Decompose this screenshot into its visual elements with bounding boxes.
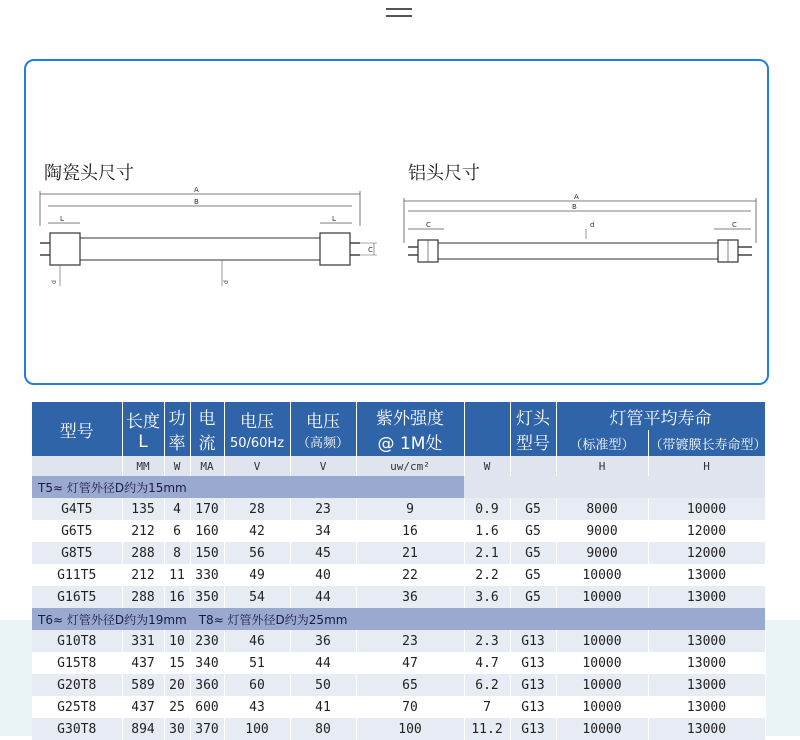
section-t5: T5≈ 灯管外径D约为15mm: [32, 476, 765, 498]
table-cell: 40: [290, 564, 356, 586]
table-cell: 56: [224, 542, 290, 564]
table-cell: 589: [122, 674, 164, 696]
dim-b-label: B: [194, 198, 199, 206]
table-cell: 4.7: [464, 652, 510, 674]
table-cell: 11: [164, 564, 190, 586]
ceramic-lamp-drawing: [32, 186, 382, 291]
table-cell: 50: [290, 674, 356, 696]
table-cell: 13000: [648, 652, 765, 674]
spec-table: [32, 402, 765, 740]
table-cell: 23: [356, 630, 464, 652]
table-row: [32, 542, 765, 564]
table-cell: G15T8: [32, 652, 122, 674]
table-cell: 49: [224, 564, 290, 586]
table-cell: G8T5: [32, 542, 122, 564]
table-cell: G5: [510, 586, 556, 608]
table-cell: 13000: [648, 674, 765, 696]
table-row: [32, 630, 765, 652]
aluminum-lamp-drawing: [396, 191, 771, 281]
table-cell: 7: [464, 696, 510, 718]
table-cell: 47: [356, 652, 464, 674]
table-cell: 20: [164, 674, 190, 696]
table-cell: 30: [164, 718, 190, 740]
header-uv-intensity: 紫外强度 @ 1M处: [356, 402, 464, 456]
table-row: [32, 652, 765, 674]
table-cell: 60: [224, 674, 290, 696]
t5-rows: [32, 498, 765, 608]
table-cell: 11.2: [464, 718, 510, 740]
table-cell: G13: [510, 630, 556, 652]
table-cell: 100: [356, 718, 464, 740]
table-cell: 36: [290, 630, 356, 652]
table-cell: 288: [122, 586, 164, 608]
dim-a-label: A: [194, 186, 199, 194]
dim-l-right-label: L: [332, 215, 336, 223]
table-cell: G13: [510, 718, 556, 740]
table-cell: 9000: [556, 542, 648, 564]
dim-c-left-label: C: [426, 221, 431, 229]
dim-a-label-right: A: [574, 193, 579, 201]
table-cell: G6T5: [32, 520, 122, 542]
table-cell: 34: [290, 520, 356, 542]
table-cell: 350: [190, 586, 224, 608]
table-cell: 135: [122, 498, 164, 520]
ceramic-base-title: 陶瓷头尺寸: [44, 163, 134, 184]
dim-b-label-right: B: [572, 203, 577, 211]
aluminum-base-title: 铝头尺寸: [408, 163, 480, 184]
table-cell: 0.9: [464, 498, 510, 520]
table-cell: 13000: [648, 696, 765, 718]
table-cell: 212: [122, 520, 164, 542]
table-cell: 42: [224, 520, 290, 542]
table-cell: G5: [510, 542, 556, 564]
table-cell: 160: [190, 520, 224, 542]
table-cell: 370: [190, 718, 224, 740]
table-cell: 3.6: [464, 586, 510, 608]
units-row: MM W MA V V uw/cm² W H H: [32, 456, 765, 476]
table-cell: 6.2: [464, 674, 510, 696]
table-cell: 16: [356, 520, 464, 542]
table-cell: 10000: [556, 630, 648, 652]
table-cell: 15: [164, 652, 190, 674]
table-cell: 10000: [556, 696, 648, 718]
table-cell: G13: [510, 674, 556, 696]
dim-d-left-label: d: [51, 280, 58, 284]
table-row: [32, 586, 765, 608]
table-cell: 170: [190, 498, 224, 520]
table-cell: 13000: [648, 564, 765, 586]
table-cell: G30T8: [32, 718, 122, 740]
table-cell: G25T8: [32, 696, 122, 718]
table-cell: 2.1: [464, 542, 510, 564]
header-life-coated: （带镀膜长寿命型）: [648, 430, 765, 456]
menu-lines-icon[interactable]: [386, 8, 412, 22]
table-cell: G16T5: [32, 586, 122, 608]
table-cell: 23: [290, 498, 356, 520]
table-cell: 10000: [556, 564, 648, 586]
table-cell: 13000: [648, 586, 765, 608]
table-cell: 80: [290, 718, 356, 740]
dim-d-label-right: d: [590, 221, 595, 229]
section-t6-t8: T6≈ 灯管外径D约为19mm T8≈ 灯管外径D约为25mm: [32, 608, 765, 630]
table-cell: 8000: [556, 498, 648, 520]
table-cell: 331: [122, 630, 164, 652]
table-row: [32, 674, 765, 696]
table-cell: G13: [510, 652, 556, 674]
header-length: 长度 L: [122, 402, 164, 456]
table-cell: G20T8: [32, 674, 122, 696]
table-row: [32, 696, 765, 718]
dim-c-right-label: C: [732, 221, 737, 229]
table-cell: 8: [164, 542, 190, 564]
table-cell: 51: [224, 652, 290, 674]
table-cell: 894: [122, 718, 164, 740]
table-cell: 360: [190, 674, 224, 696]
header-current: 电 流: [190, 402, 224, 456]
table-cell: 230: [190, 630, 224, 652]
table-cell: 12000: [648, 520, 765, 542]
header-life-standard: （标准型）: [556, 430, 648, 456]
table-cell: 22: [356, 564, 464, 586]
table-cell: 12000: [648, 542, 765, 564]
dimension-panel: [24, 59, 769, 385]
table-cell: 44: [290, 586, 356, 608]
table-cell: G5: [510, 520, 556, 542]
header-voltage-hf: 电压 （高频）: [290, 402, 356, 456]
header-model: 型号: [32, 402, 122, 456]
table-cell: 10000: [648, 498, 765, 520]
table-cell: 65: [356, 674, 464, 696]
table-cell: G13: [510, 696, 556, 718]
table-cell: 340: [190, 652, 224, 674]
table-cell: 10: [164, 630, 190, 652]
table-cell: 10000: [556, 718, 648, 740]
table-cell: 1.6: [464, 520, 510, 542]
table-cell: 2.3: [464, 630, 510, 652]
table-cell: 100: [224, 718, 290, 740]
table-cell: G5: [510, 564, 556, 586]
header-life: 灯管平均寿命: [556, 402, 765, 430]
table-cell: 70: [356, 696, 464, 718]
table-cell: 54: [224, 586, 290, 608]
table-cell: 10000: [556, 586, 648, 608]
table-cell: 2.2: [464, 564, 510, 586]
table-cell: 10000: [556, 652, 648, 674]
table-cell: 150: [190, 542, 224, 564]
header-power: 功 率: [164, 402, 190, 456]
table-row: [32, 718, 765, 740]
table-cell: 9: [356, 498, 464, 520]
table-cell: 21: [356, 542, 464, 564]
table-cell: G4T5: [32, 498, 122, 520]
table-row: [32, 498, 765, 520]
table-cell: 600: [190, 696, 224, 718]
dim-l-left-label: L: [60, 215, 64, 223]
header-blank: [464, 402, 510, 456]
table-cell: 44: [290, 652, 356, 674]
table-cell: 25: [164, 696, 190, 718]
table-cell: 288: [122, 542, 164, 564]
table-cell: 13000: [648, 630, 765, 652]
table-cell: 41: [290, 696, 356, 718]
table-cell: 212: [122, 564, 164, 586]
table-cell: 4: [164, 498, 190, 520]
table-cell: 43: [224, 696, 290, 718]
table-cell: 46: [224, 630, 290, 652]
table-row: [32, 520, 765, 542]
table-cell: 13000: [648, 718, 765, 740]
table-cell: 437: [122, 696, 164, 718]
table-cell: 36: [356, 586, 464, 608]
table-cell: 9000: [556, 520, 648, 542]
table-cell: 330: [190, 564, 224, 586]
table-cell: 6: [164, 520, 190, 542]
table-cell: 45: [290, 542, 356, 564]
t8-rows: [32, 630, 765, 740]
table-row: [32, 564, 765, 586]
dim-d-center-label: d: [223, 280, 230, 284]
table-cell: 16: [164, 586, 190, 608]
table-cell: 28: [224, 498, 290, 520]
table-cell: 10000: [556, 674, 648, 696]
header-base-type: 灯头 型号: [510, 402, 556, 456]
table-cell: G10T8: [32, 630, 122, 652]
dim-c-label: C: [368, 246, 373, 254]
header-voltage: 电压 50/60Hz: [224, 402, 290, 456]
table-cell: 437: [122, 652, 164, 674]
table-cell: G11T5: [32, 564, 122, 586]
table-cell: G5: [510, 498, 556, 520]
